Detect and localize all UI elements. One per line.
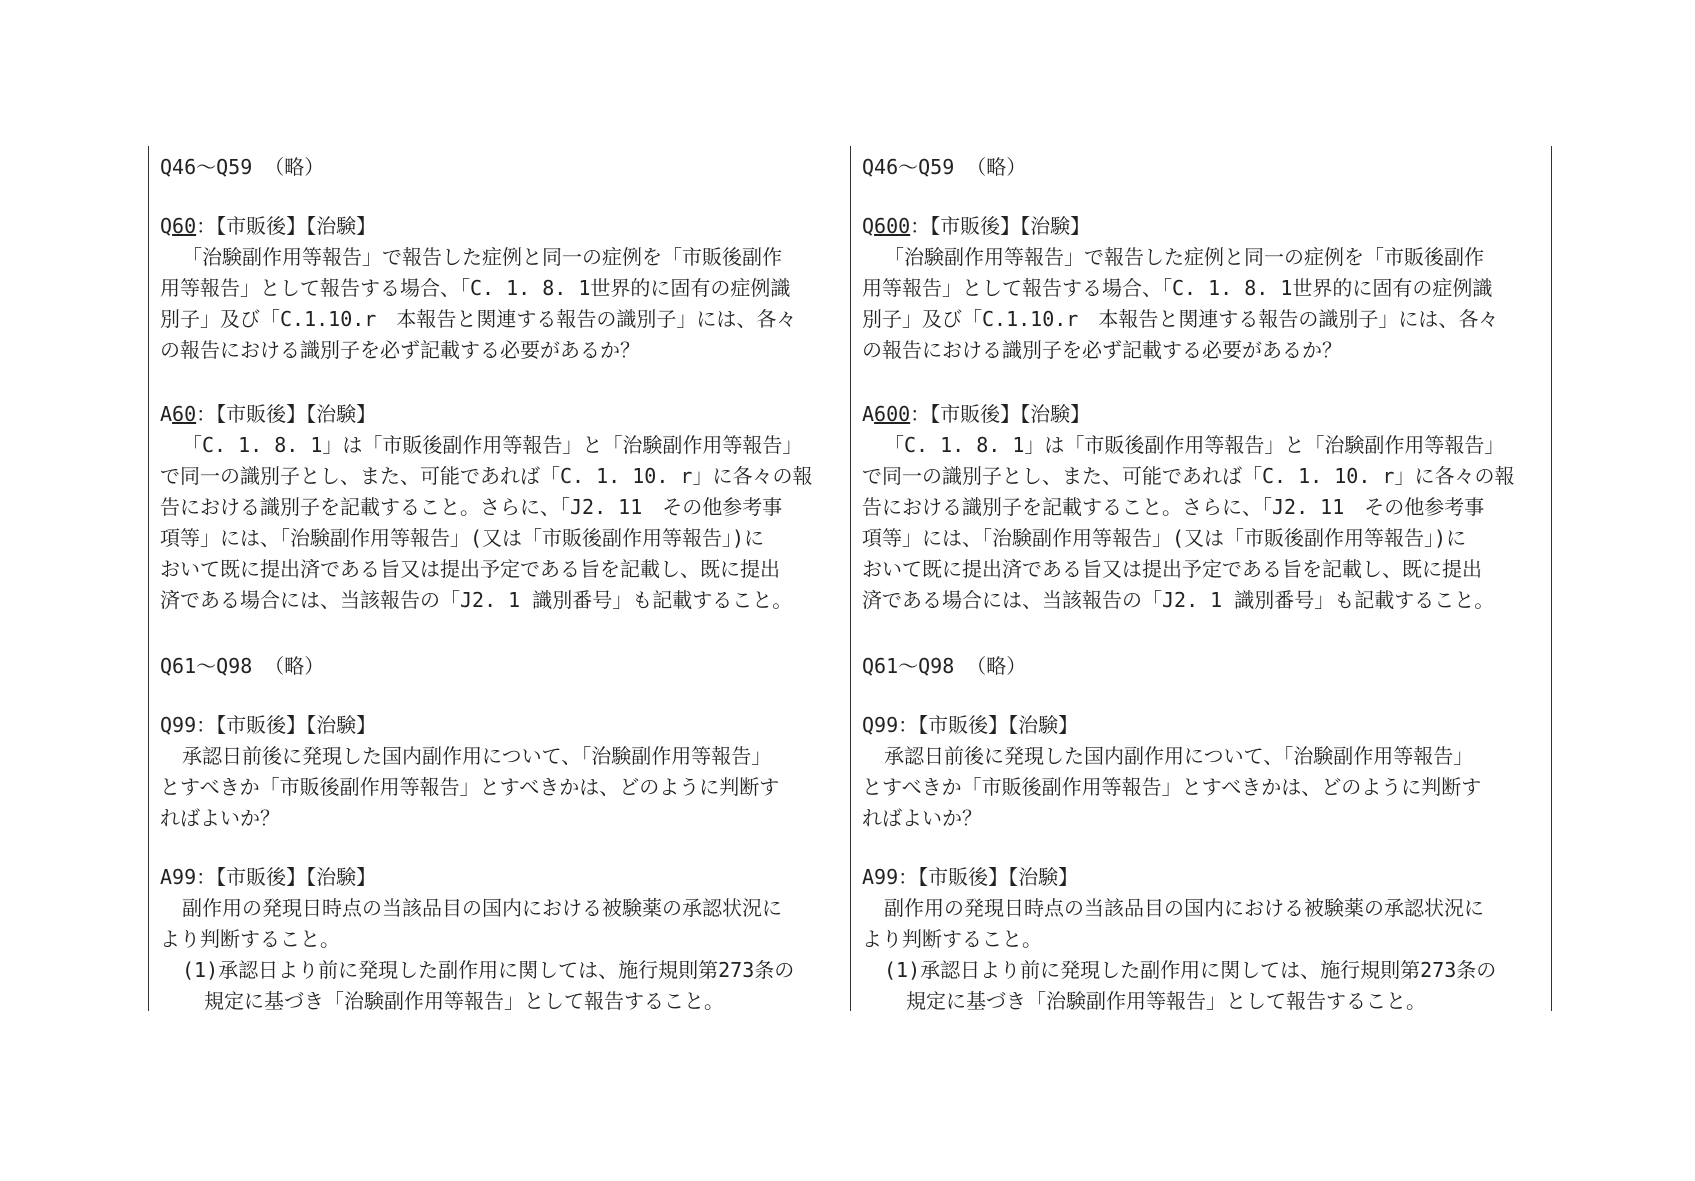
q99-heading: Q99：【市販後】【治験】 [862,713,1079,737]
q99-line: ればよいか？ [862,806,982,830]
q99-line: とすべきか「市販後副作用等報告」とすべきかは、どのように判断す [160,775,780,799]
a99-line: より判断すること。 [160,927,340,951]
a99-item-1: (1)承認日より前に発現した副作用に関しては、施行規則第273条の [182,958,795,982]
a600-line: 「C. 1. 8. 1」は「市販後副作用等報告」と「治験副作用等報告」 [884,433,1505,457]
a60-line: 項等」には、「治験副作用等報告」(又は「市販後副作用等報告」)に [160,526,765,550]
left-column [149,146,850,1011]
comparison-table [148,146,1552,1011]
a60-line: おいて既に提出済である旨又は提出予定である旨を記載し、既に提出 [160,557,780,581]
q60-line: の報告における識別子を必ず記載する必要があるか？ [160,338,640,362]
q60-heading: Q60：【市販後】【治験】 [160,214,377,238]
omitted-range-2: Q61～Q98 （略） [160,654,325,678]
a99-heading: A99：【市販後】【治験】 [862,865,1079,889]
a600-heading: A600：【市販後】【治験】 [862,402,1091,426]
a99-item-1: (1)承認日より前に発現した副作用に関しては、施行規則第273条の [884,958,1497,982]
q60-line: 別子」及び「C.1.10.r 本報告と関連する報告の識別子」には、各々 [160,307,797,331]
omitted-range-1: Q46～Q59 （略） [862,155,1027,179]
q600-line: 別子」及び「C.1.10.r 本報告と関連する報告の識別子」には、各々 [862,307,1499,331]
a99-item-1-cont: 規定に基づき「治験副作用等報告」として報告すること。 [204,989,724,1011]
omitted-range-1: Q46～Q59 （略） [160,155,325,179]
q60-line: 用等報告」として報告する場合、「C. 1. 8. 1世界的に固有の症例識 [160,276,791,300]
q99-line: 承認日前後に発現した国内副作用について、「治験副作用等報告」 [182,744,772,768]
q600-line: 「治験副作用等報告」で報告した症例と同一の症例を「市販後副作 [884,245,1484,269]
q99-heading: Q99：【市販後】【治験】 [160,713,377,737]
a99-line: 副作用の発現日時点の当該品目の国内における被験薬の承認状況に [182,896,782,920]
a60-line: 「C. 1. 8. 1」は「市販後副作用等報告」と「治験副作用等報告」 [182,433,803,457]
a99-line: より判断すること。 [862,927,1042,951]
a60-line: 済である場合には、当該報告の「J2. 1 識別番号」も記載すること。 [160,588,793,612]
q99-line: とすべきか「市販後副作用等報告」とすべきかは、どのように判断す [862,775,1482,799]
q600-line: の報告における識別子を必ず記載する必要があるか？ [862,338,1342,362]
q99-line: ればよいか？ [160,806,280,830]
a600-line: おいて既に提出済である旨又は提出予定である旨を記載し、既に提出 [862,557,1482,581]
q60-line: 「治験副作用等報告」で報告した症例と同一の症例を「市販後副作 [182,245,782,269]
a60-heading: A60：【市販後】【治験】 [160,402,377,426]
q600-heading: Q600：【市販後】【治験】 [862,214,1091,238]
a600-line: で同一の識別子とし、また、可能であれば「C. 1. 10. r」に各々の報 [862,464,1515,488]
a600-line: 項等」には、「治験副作用等報告」(又は「市販後副作用等報告」)に [862,526,1467,550]
omitted-range-2: Q61～Q98 （略） [862,654,1027,678]
q99-line: 承認日前後に発現した国内副作用について、「治験副作用等報告」 [884,744,1474,768]
a60-line: 告における識別子を記載すること。さらに、「J2. 11 その他参考事 [160,495,783,519]
a99-line: 副作用の発現日時点の当該品目の国内における被験薬の承認状況に [884,896,1484,920]
a60-line: で同一の識別子とし、また、可能であれば「C. 1. 10. r」に各々の報 [160,464,813,488]
a99-item-1-cont: 規定に基づき「治験副作用等報告」として報告すること。 [906,989,1426,1011]
a600-line: 済である場合には、当該報告の「J2. 1 識別番号」も記載すること。 [862,588,1495,612]
right-column [850,146,1551,1011]
a600-line: 告における識別子を記載すること。さらに、「J2. 11 その他参考事 [862,495,1485,519]
a99-heading: A99：【市販後】【治験】 [160,865,377,889]
q600-line: 用等報告」として報告する場合、「C. 1. 8. 1世界的に固有の症例識 [862,276,1493,300]
